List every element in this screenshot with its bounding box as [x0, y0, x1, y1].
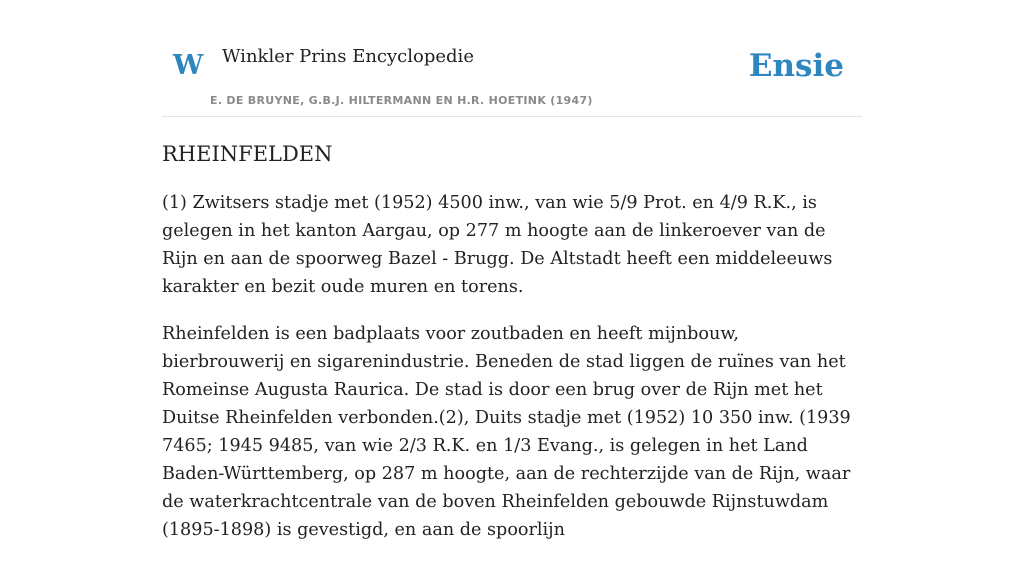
source-authors: E. DE BRUYNE, G.B.J. HILTERMANN EN H.R. HOETINK (1947) — [210, 94, 593, 107]
article-paragraph: Rheinfelden is een badplaats voor zoutbaden en heeft mijnbouw, bierbrouwerij en sigarenindustrie. Beneden de stad liggen de ruïnes van het Romeinse Augusta Raurica. De stad is door een brug over de Rijn met het Duitse Rheinfelden verbonden.(2), Duits stadje met (1952) 10 350 inw. (1939 7465; 1945 9485, van wie 2/3 R.K. en 1/3 Evang., is gelegen in het Land Baden-Württemberg, op 287 m hoogte, aan de rechterzijde van de Rijn, waar de waterkrachtcentrale van de boven Rheinfelden gebouwde Rijnstuwdam (1895-1898) is gevestigd, en aan de spoorlijn — [162, 324, 851, 541]
article-title: RHEINFELDEN — [162, 142, 333, 166]
article-paragraph: (1) Zwitsers stadje met (1952) 4500 inw., van wie 5/9 Prot. en 4/9 R.K., is gelegen in het kanton Aargau, op 277 m hoogte aan de linkeroever van de Rijn en aan de spoorweg Bazel - Brugg. De Altstadt heeft een middeleeuws karakter en bezit oude muren en torens. — [162, 193, 833, 298]
article — [162, 140, 864, 563]
source-title[interactable]: Winkler Prins Encyclopedie — [222, 46, 474, 67]
ensie-brand-link[interactable]: Ensie — [748, 48, 844, 84]
winkler-prins-logo[interactable]: W — [173, 50, 204, 81]
source-header — [162, 0, 862, 117]
